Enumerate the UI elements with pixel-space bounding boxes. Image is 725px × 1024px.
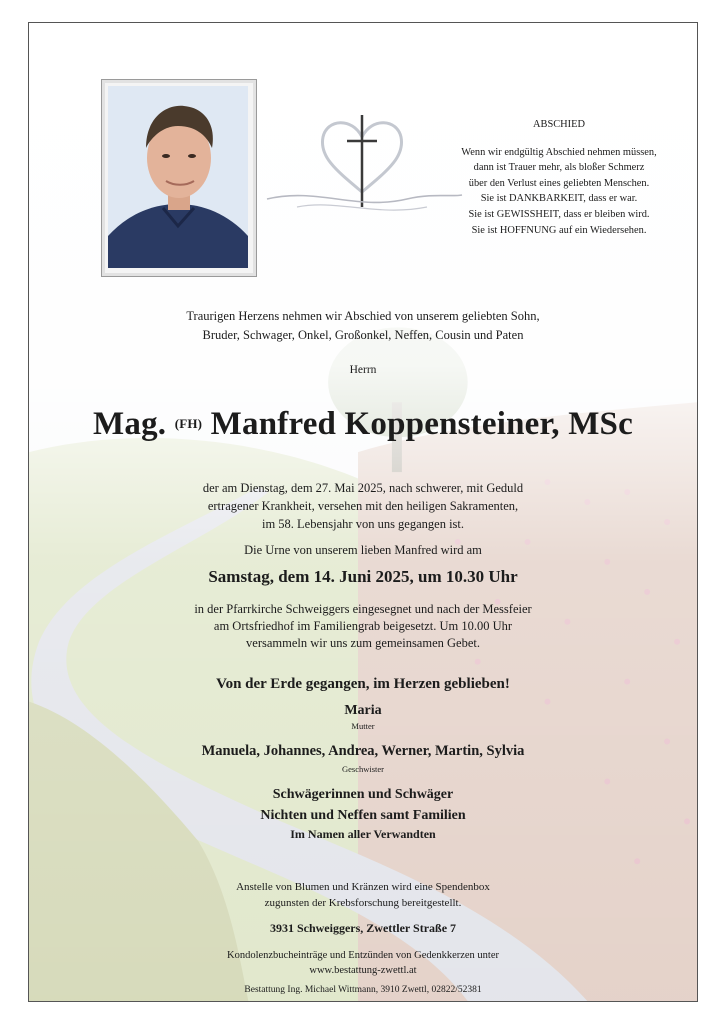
inlaws-line: Nichten und Neffen samt Familien bbox=[260, 808, 466, 823]
name-prefix: Mag. bbox=[93, 406, 167, 442]
poem-line: über den Verlust eines geliebten Menschen. bbox=[468, 177, 650, 189]
relatives-line: Im Namen aller Verwandten bbox=[290, 827, 436, 841]
deceased-name bbox=[29, 406, 697, 443]
poem-line: Wenn wir endgültig Abschied nehmen müssen, bbox=[461, 146, 657, 158]
page-frame bbox=[28, 22, 698, 1002]
name-main: Manfred Koppensteiner, MSc bbox=[210, 406, 633, 442]
siblings-relation: Geschwister bbox=[341, 764, 384, 774]
condolence-line: Kondolenzbucheinträge und Entzünden von Gedenkkerzen unter bbox=[226, 950, 500, 961]
urn-text: Die Urne von unserem lieben Manfred wird am bbox=[244, 543, 482, 557]
siblings-names: Manuela, Johannes, Andrea, Werner, Martin, Sylvia bbox=[201, 743, 525, 759]
poem-line: Sie ist HOFFNUNG auf ein Wiedersehen. bbox=[471, 224, 647, 236]
poem-title: ABSCHIED bbox=[533, 119, 585, 130]
death-line: im 58. Lebensjahr von uns gegangen ist. bbox=[261, 517, 465, 531]
condolence-url-link[interactable]: www.bestattung-zwettl.at bbox=[309, 965, 417, 976]
poem-line: Sie ist GEWISSHEIT, dass er bleiben wird. bbox=[468, 208, 650, 220]
intro-line: Bruder, Schwager, Onkel, Großonkel, Neffen, Cousin und Paten bbox=[202, 328, 524, 342]
mother-relation: Mutter bbox=[351, 721, 375, 731]
intro-text bbox=[29, 307, 697, 345]
farewell-poem bbox=[429, 117, 689, 238]
poem-line: Sie ist DANKBARKEIT, dass er war. bbox=[480, 193, 638, 205]
donation-line: zugunsten der Krebsforschung bereitgestellt. bbox=[264, 897, 462, 909]
portrait-photo bbox=[108, 86, 248, 268]
inlaws-line: Schwägerinnen und Schwäger bbox=[272, 787, 454, 802]
death-notice bbox=[29, 479, 697, 533]
salutation: Herrn bbox=[349, 364, 377, 376]
poem-line: dann ist Trauer mehr, als bloßer Schmerz bbox=[473, 162, 645, 174]
ceremony-place bbox=[29, 601, 697, 652]
name-degree: (FH) bbox=[174, 416, 203, 432]
inlaws bbox=[29, 784, 697, 826]
donation-note bbox=[29, 879, 697, 911]
condolence-note bbox=[29, 948, 697, 978]
place-line: in der Pfarrkirche Schweiggers eingesegnet und nach der Messfeier bbox=[194, 602, 532, 616]
motto: Von der Erde gegangen, im Herzen geblieben! bbox=[216, 676, 510, 692]
intro-line: Traurigen Herzens nehmen wir Abschied von unserem geliebten Sohn, bbox=[186, 309, 540, 323]
donation-line: Anstelle von Blumen und Kränzen wird eine Spendenbox bbox=[236, 881, 490, 893]
undertaker-info: Bestattung Ing. Michael Wittmann, 3910 Zwettl, 02822/52381 bbox=[244, 985, 482, 995]
ceremony-date: Samstag, dem 14. Juni 2025, um 10.30 Uhr bbox=[208, 567, 518, 586]
portrait-frame bbox=[101, 79, 257, 277]
mother-name: Maria bbox=[344, 703, 382, 718]
place-line: versammeln wir uns zum gemeinsamen Gebet. bbox=[246, 636, 480, 650]
death-line: ertragener Krankheit, versehen mit den heiligen Sakramenten, bbox=[207, 499, 519, 513]
family-address: 3931 Schweiggers, Zwettler Straße 7 bbox=[269, 921, 457, 935]
place-line: am Ortsfriedhof im Familiengrab beigesetzt. Um 10.00 Uhr bbox=[213, 619, 513, 633]
death-line: der am Dienstag, dem 27. Mai 2025, nach schwerer, mit Geduld bbox=[202, 481, 524, 495]
